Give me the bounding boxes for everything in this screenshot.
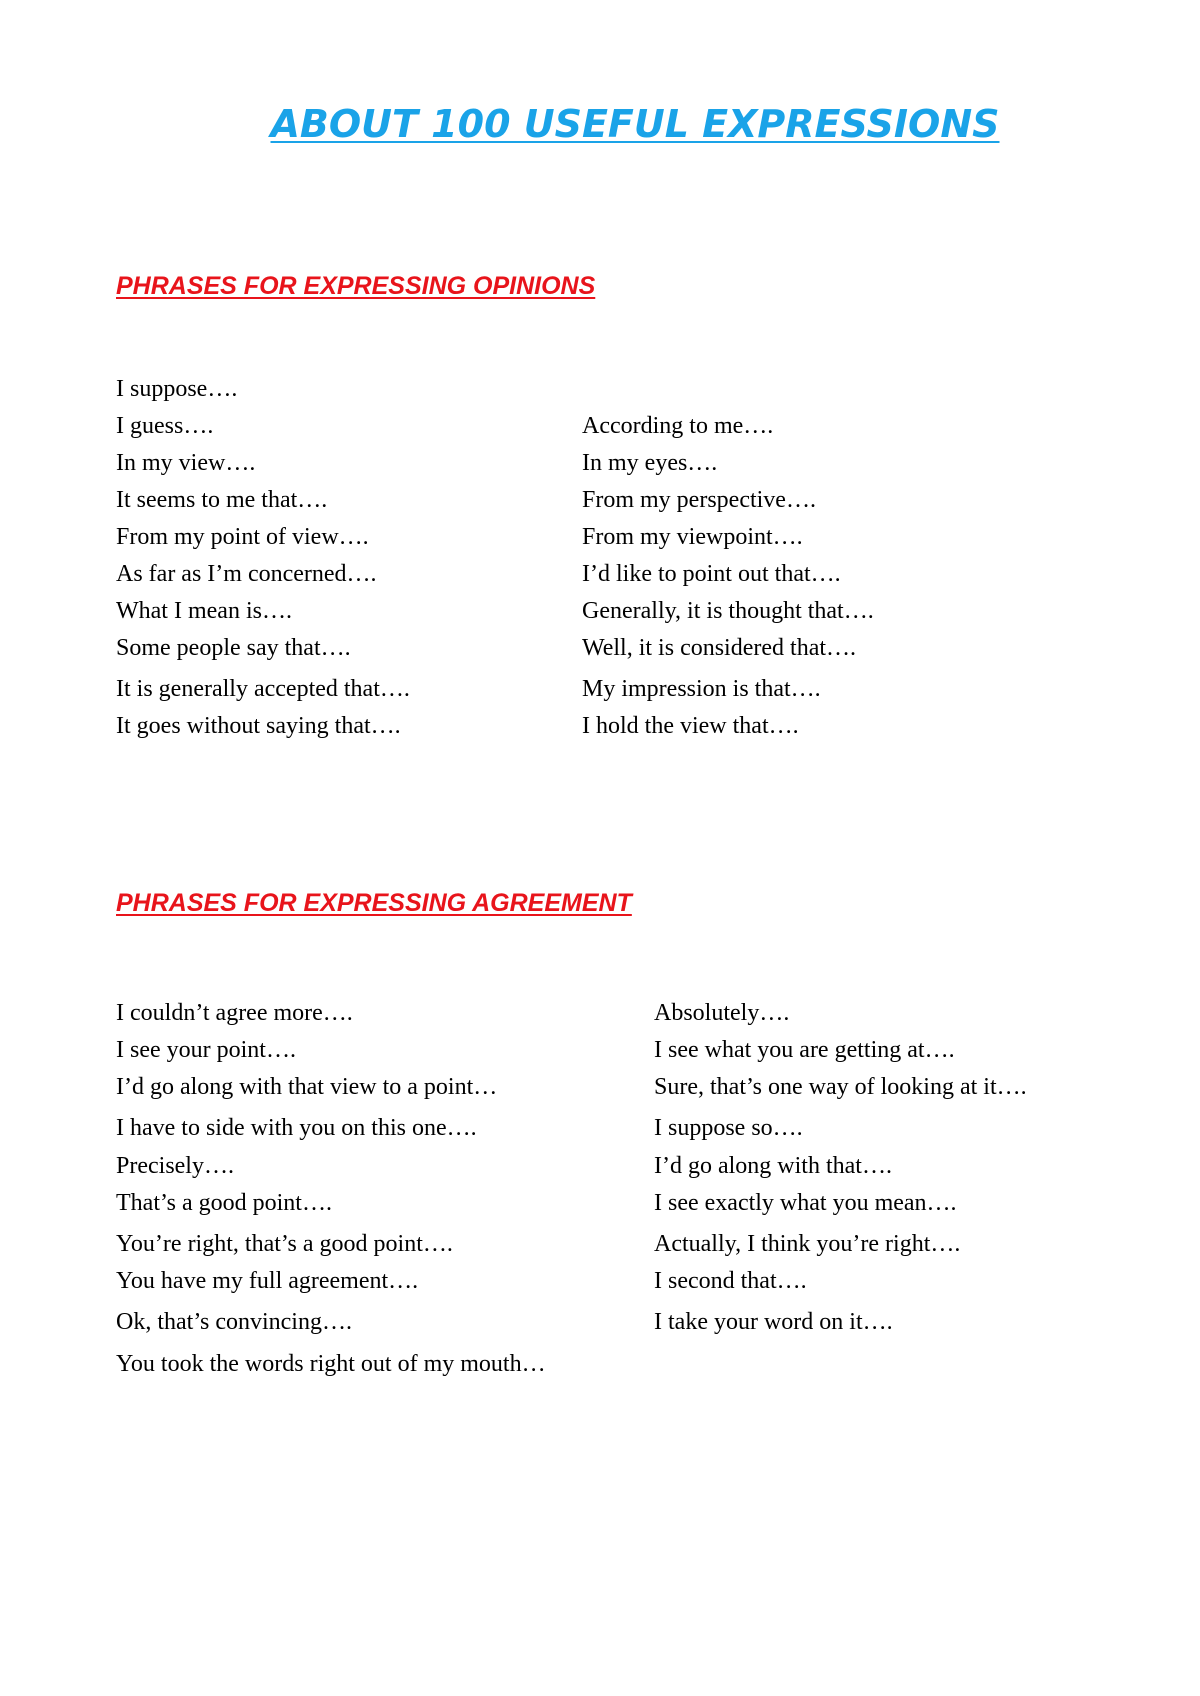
opinion-phrase: It goes without saying that….: [116, 713, 401, 739]
agreement-phrase: I have to side with you on this one….: [116, 1115, 477, 1141]
section-heading-opinions: PHRASES FOR EXPRESSING OPINIONS: [116, 272, 596, 300]
agreement-phrase: Sure, that’s one way of looking at it….: [654, 1074, 1027, 1100]
agreement-phrase: Absolutely….: [654, 1000, 790, 1026]
opinion-phrase: From my viewpoint….: [582, 524, 803, 550]
opinion-phrase: I’d like to point out that….: [582, 561, 841, 587]
agreement-phrase: I’d go along with that….: [654, 1153, 892, 1179]
agreement-phrase: You’re right, that’s a good point….: [116, 1231, 453, 1257]
opinion-phrase: Generally, it is thought that….: [582, 598, 874, 624]
opinion-phrase: What I mean is….: [116, 598, 292, 624]
opinion-phrase: From my point of view….: [116, 524, 369, 550]
agreement-phrase: You took the words right out of my mouth…: [116, 1351, 546, 1377]
opinion-phrase: From my perspective….: [582, 487, 816, 513]
agreement-phrase: That’s a good point….: [116, 1190, 332, 1216]
document-title: ABOUT 100 USEFUL EXPRESSIONS: [270, 102, 1000, 146]
agreement-phrase: Ok, that’s convincing….: [116, 1309, 352, 1335]
agreement-phrase: I see exactly what you mean….: [654, 1190, 957, 1216]
agreement-phrase: Precisely….: [116, 1153, 234, 1179]
opinion-phrase: It is generally accepted that….: [116, 676, 410, 702]
agreement-phrase: I see what you are getting at….: [654, 1037, 955, 1063]
opinion-phrase: My impression is that….: [582, 676, 821, 702]
agreement-phrase: I’d go along with that view to a point…: [116, 1074, 498, 1100]
agreement-phrase: I see your point….: [116, 1037, 296, 1063]
agreement-phrase: I couldn’t agree more….: [116, 1000, 353, 1026]
section-heading-agreement: PHRASES FOR EXPRESSING AGREEMENT: [116, 889, 632, 917]
opinion-phrase: According to me….: [582, 413, 774, 439]
opinion-phrase: In my eyes….: [582, 450, 718, 476]
opinion-phrase: Well, it is considered that….: [582, 635, 857, 661]
opinion-phrase: I guess….: [116, 413, 214, 439]
agreement-phrase: Actually, I think you’re right….: [654, 1231, 961, 1257]
opinion-phrase: Some people say that….: [116, 635, 351, 661]
opinion-phrase: I suppose….: [116, 376, 238, 402]
agreement-phrase: You have my full agreement….: [116, 1268, 419, 1294]
opinion-phrase: In my view….: [116, 450, 256, 476]
agreement-phrase: I take your word on it….: [654, 1309, 893, 1335]
opinion-phrase: I hold the view that….: [582, 713, 799, 739]
opinion-phrase: As far as I’m concerned….: [116, 561, 377, 587]
agreement-phrase: I second that….: [654, 1268, 807, 1294]
opinion-phrase: It seems to me that….: [116, 487, 328, 513]
agreement-phrase: I suppose so….: [654, 1115, 803, 1141]
